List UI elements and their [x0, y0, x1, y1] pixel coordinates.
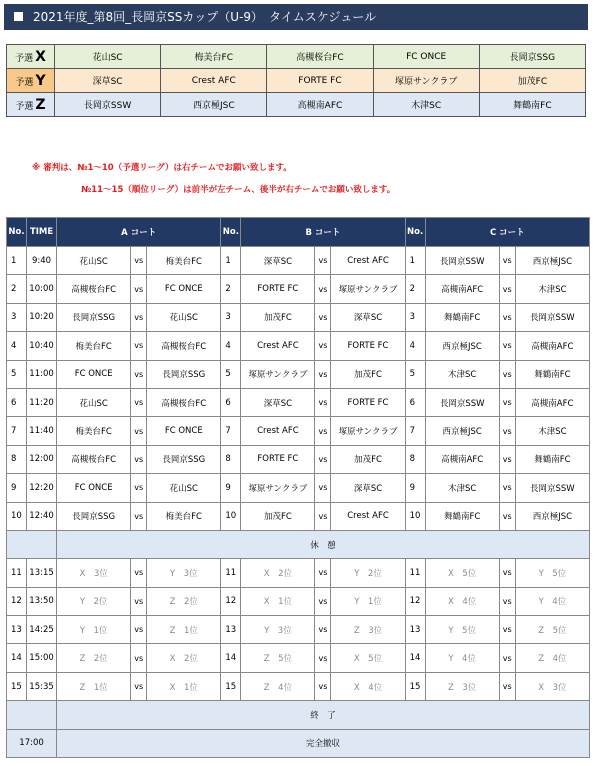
vs-label: vs — [131, 672, 147, 700]
match-row — [7, 587, 590, 615]
vs-label: vs — [315, 474, 331, 502]
team-left-a: 梅美台FC — [57, 332, 131, 360]
match-row — [7, 303, 590, 331]
team-right-a: 梅美台FC — [147, 247, 221, 275]
schedule-table — [6, 217, 590, 758]
vs-label: vs — [131, 502, 147, 530]
group-prefix: 予選 — [15, 53, 34, 64]
header-no-c: No. — [405, 218, 425, 247]
team-left-b: FORTE FC — [241, 275, 315, 303]
match-time: 11:20 — [27, 388, 57, 416]
final-row — [7, 729, 590, 757]
vs-label: vs — [499, 672, 515, 700]
team-left-b: 塚原サンクラブ — [241, 360, 315, 388]
vs-label: vs — [315, 303, 331, 331]
match-number: 9 — [405, 474, 425, 502]
vs-label: vs — [131, 275, 147, 303]
team-right-a: 梅美台FC — [147, 502, 221, 530]
match-number: 14 — [7, 644, 27, 672]
team-right-b: Z 3位 — [331, 616, 405, 644]
team-right-c: Y 5位 — [515, 559, 589, 587]
vs-label: vs — [315, 587, 331, 615]
team-right-c: Z 4位 — [515, 644, 589, 672]
match-number: 9 — [221, 474, 241, 502]
group-team-cell: 加茂FC — [479, 69, 585, 93]
team-left-a: FC ONCE — [57, 360, 131, 388]
team-right-b: 加茂FC — [331, 360, 405, 388]
team-left-a: Z 2位 — [57, 644, 131, 672]
match-number: 6 — [221, 388, 241, 416]
match-number: 12 — [7, 587, 27, 615]
match-time: 13:15 — [27, 559, 57, 587]
final-row-label: 完全撤収 — [57, 729, 590, 757]
team-left-b: 加茂FC — [241, 303, 315, 331]
match-number: 2 — [7, 275, 27, 303]
header-court-b: B コート — [241, 218, 405, 247]
match-number: 4 — [7, 332, 27, 360]
vs-label: vs — [131, 332, 147, 360]
team-right-a: 高槻桜台FC — [147, 388, 221, 416]
team-right-b: 塚原サンクラブ — [331, 417, 405, 445]
team-left-c: 西京極JSC — [425, 417, 499, 445]
team-left-c: 高槻南AFC — [425, 445, 499, 473]
break-row-left — [7, 530, 57, 558]
group-prefix: 予選 — [15, 101, 34, 112]
vs-label: vs — [315, 247, 331, 275]
team-right-b: FORTE FC — [331, 388, 405, 416]
group-team-cell: Crest AFC — [161, 69, 267, 93]
group-label — [7, 93, 55, 117]
vs-label: vs — [499, 247, 515, 275]
match-time: 13:50 — [27, 587, 57, 615]
match-number: 15 — [221, 672, 241, 700]
square-bullet-icon — [14, 12, 23, 21]
match-number: 5 — [221, 360, 241, 388]
vs-label: vs — [499, 644, 515, 672]
match-time: 14:25 — [27, 616, 57, 644]
match-row — [7, 332, 590, 360]
match-row — [7, 644, 590, 672]
match-number: 5 — [405, 360, 425, 388]
match-number: 3 — [405, 303, 425, 331]
schedule-title-bar — [4, 4, 588, 30]
match-number: 7 — [221, 417, 241, 445]
vs-label: vs — [499, 388, 515, 416]
team-right-b: Crest AFC — [331, 247, 405, 275]
group-team-cell: FORTE FC — [267, 69, 373, 93]
match-number: 10 — [7, 502, 27, 530]
team-left-b: Y 3位 — [241, 616, 315, 644]
match-number: 1 — [7, 247, 27, 275]
team-right-a: Z 1位 — [147, 616, 221, 644]
break-row-label: 休 憩 — [57, 530, 590, 558]
group-row — [7, 93, 586, 117]
group-team-cell: 長岡京SSG — [479, 45, 585, 69]
group-team-cell: 長岡京SSW — [55, 93, 161, 117]
match-row — [7, 474, 590, 502]
match-row — [7, 360, 590, 388]
group-team-cell: 西京極JSC — [161, 93, 267, 117]
team-left-a: Z 1位 — [57, 672, 131, 700]
vs-label: vs — [315, 559, 331, 587]
team-right-b: 深草SC — [331, 303, 405, 331]
team-left-c: 木津SC — [425, 360, 499, 388]
team-left-a: 高槻桜台FC — [57, 275, 131, 303]
team-right-c: 西京極JSC — [515, 502, 589, 530]
vs-label: vs — [499, 303, 515, 331]
team-right-c: 舞鶴南FC — [515, 360, 589, 388]
team-right-c: 西京極JSC — [515, 247, 589, 275]
vs-label: vs — [315, 360, 331, 388]
match-number: 13 — [7, 616, 27, 644]
team-right-a: 高槻桜台FC — [147, 332, 221, 360]
team-left-c: 長岡京SSW — [425, 247, 499, 275]
vs-label: vs — [131, 388, 147, 416]
team-left-c: 高槻南AFC — [425, 275, 499, 303]
group-row — [7, 69, 586, 93]
match-number: 6 — [7, 388, 27, 416]
match-row — [7, 275, 590, 303]
vs-label: vs — [499, 587, 515, 615]
team-right-a: Y 3位 — [147, 559, 221, 587]
match-number: 9 — [7, 474, 27, 502]
team-right-c: 木津SC — [515, 275, 589, 303]
group-table — [6, 44, 586, 117]
vs-label: vs — [131, 445, 147, 473]
match-time: 11:00 — [27, 360, 57, 388]
schedule-header-row — [7, 218, 590, 247]
group-team-cell: FC ONCE — [373, 45, 479, 69]
match-time: 10:20 — [27, 303, 57, 331]
header-court-c: C コート — [425, 218, 589, 247]
group-letter: Z — [35, 96, 46, 113]
header-court-a: A コート — [57, 218, 221, 247]
team-left-b: 塚原サンクラブ — [241, 474, 315, 502]
group-team-cell: 舞鶴南FC — [479, 93, 585, 117]
match-row — [7, 388, 590, 416]
vs-label: vs — [131, 247, 147, 275]
vs-label: vs — [499, 332, 515, 360]
group-letter: Y — [35, 72, 46, 89]
vs-label: vs — [315, 502, 331, 530]
match-number: 14 — [405, 644, 425, 672]
match-number: 13 — [221, 616, 241, 644]
team-right-b: 加茂FC — [331, 445, 405, 473]
match-row — [7, 616, 590, 644]
vs-label: vs — [131, 587, 147, 615]
match-number: 4 — [405, 332, 425, 360]
team-right-b: X 5位 — [331, 644, 405, 672]
vs-label: vs — [499, 559, 515, 587]
match-number: 4 — [221, 332, 241, 360]
team-right-b: Y 2位 — [331, 559, 405, 587]
vs-label: vs — [315, 644, 331, 672]
team-left-a: Y 2位 — [57, 587, 131, 615]
group-team-cell: 高槻南AFC — [267, 93, 373, 117]
team-left-c: X 4位 — [425, 587, 499, 615]
team-right-c: 高槻南AFC — [515, 388, 589, 416]
vs-label: vs — [131, 360, 147, 388]
group-team-cell: 深草SC — [55, 69, 161, 93]
team-right-b: Crest AFC — [331, 502, 405, 530]
match-number: 2 — [221, 275, 241, 303]
team-left-c: Y 4位 — [425, 644, 499, 672]
team-left-b: Z 4位 — [241, 672, 315, 700]
match-row — [7, 672, 590, 700]
team-left-a: FC ONCE — [57, 474, 131, 502]
team-right-b: 深草SC — [331, 474, 405, 502]
match-number: 7 — [405, 417, 425, 445]
team-right-b: 塚原サンクラブ — [331, 275, 405, 303]
end-row — [7, 701, 590, 729]
team-left-a: 長岡京SSG — [57, 502, 131, 530]
match-number: 8 — [7, 445, 27, 473]
match-number: 12 — [221, 587, 241, 615]
match-number: 10 — [405, 502, 425, 530]
team-right-a: 花山SC — [147, 303, 221, 331]
match-number: 2 — [405, 275, 425, 303]
team-left-b: Crest AFC — [241, 332, 315, 360]
team-right-b: Y 1位 — [331, 587, 405, 615]
vs-label: vs — [499, 360, 515, 388]
header-time: TIME — [27, 218, 57, 247]
match-number: 11 — [221, 559, 241, 587]
vs-label: vs — [131, 616, 147, 644]
vs-label: vs — [499, 616, 515, 644]
vs-label: vs — [315, 388, 331, 416]
match-number: 10 — [221, 502, 241, 530]
team-left-a: X 3位 — [57, 559, 131, 587]
team-right-a: 長岡京SSG — [147, 445, 221, 473]
team-left-a: 花山SC — [57, 388, 131, 416]
team-left-c: 舞鶴南FC — [425, 303, 499, 331]
header-no: No. — [7, 218, 27, 247]
page-title: 2021年度_第8回_長岡京SSカップ（U-9） タイムスケジュール — [33, 10, 377, 24]
vs-label: vs — [499, 474, 515, 502]
vs-label: vs — [499, 417, 515, 445]
group-row — [7, 45, 586, 69]
match-number: 11 — [7, 559, 27, 587]
match-number: 5 — [7, 360, 27, 388]
vs-label: vs — [315, 332, 331, 360]
group-label — [7, 45, 55, 69]
end-row-left — [7, 701, 57, 729]
match-number: 8 — [405, 445, 425, 473]
vs-label: vs — [499, 445, 515, 473]
match-time: 10:40 — [27, 332, 57, 360]
header-no-b: No. — [221, 218, 241, 247]
team-right-c: X 3位 — [515, 672, 589, 700]
team-right-c: 木津SC — [515, 417, 589, 445]
end-row-label: 終 了 — [57, 701, 590, 729]
vs-label: vs — [131, 559, 147, 587]
referee-note-1: ※ 審判は、№1～10（予選リーグ）は右チームでお願い致します。 — [32, 163, 292, 173]
match-time: 11:40 — [27, 417, 57, 445]
team-left-b: X 1位 — [241, 587, 315, 615]
team-right-c: Y 4位 — [515, 587, 589, 615]
match-number: 3 — [7, 303, 27, 331]
team-right-b: FORTE FC — [331, 332, 405, 360]
team-right-a: Z 2位 — [147, 587, 221, 615]
team-left-c: X 5位 — [425, 559, 499, 587]
vs-label: vs — [315, 275, 331, 303]
vs-label: vs — [315, 672, 331, 700]
team-left-c: 舞鶴南FC — [425, 502, 499, 530]
team-left-b: Crest AFC — [241, 417, 315, 445]
vs-label: vs — [499, 502, 515, 530]
team-left-b: Z 5位 — [241, 644, 315, 672]
team-left-c: 長岡京SSW — [425, 388, 499, 416]
match-time: 10:00 — [27, 275, 57, 303]
group-team-cell: 塚原サンクラブ — [373, 69, 479, 93]
team-right-c: 長岡京SSW — [515, 474, 589, 502]
match-row — [7, 417, 590, 445]
team-left-c: 西京極JSC — [425, 332, 499, 360]
match-row — [7, 247, 590, 275]
match-number: 11 — [405, 559, 425, 587]
team-left-a: 長岡京SSG — [57, 303, 131, 331]
match-time: 15:00 — [27, 644, 57, 672]
team-right-a: FC ONCE — [147, 275, 221, 303]
final-row-left: 17:00 — [7, 729, 57, 757]
match-number: 13 — [405, 616, 425, 644]
match-number: 1 — [221, 247, 241, 275]
team-left-b: X 2位 — [241, 559, 315, 587]
match-number: 1 — [405, 247, 425, 275]
match-number: 6 — [405, 388, 425, 416]
vs-label: vs — [131, 474, 147, 502]
vs-label: vs — [131, 417, 147, 445]
match-number: 14 — [221, 644, 241, 672]
match-number: 12 — [405, 587, 425, 615]
vs-label: vs — [131, 303, 147, 331]
vs-label: vs — [499, 275, 515, 303]
match-number: 7 — [7, 417, 27, 445]
match-time: 12:20 — [27, 474, 57, 502]
team-right-a: FC ONCE — [147, 417, 221, 445]
team-left-b: 深草SC — [241, 247, 315, 275]
team-right-c: 高槻南AFC — [515, 332, 589, 360]
vs-label: vs — [131, 644, 147, 672]
match-time: 12:00 — [27, 445, 57, 473]
match-number: 15 — [7, 672, 27, 700]
match-time: 15:35 — [27, 672, 57, 700]
match-row — [7, 559, 590, 587]
team-right-a: X 1位 — [147, 672, 221, 700]
vs-label: vs — [315, 445, 331, 473]
match-time: 12:40 — [27, 502, 57, 530]
group-team-cell: 高槻桜台FC — [267, 45, 373, 69]
team-left-c: Z 3位 — [425, 672, 499, 700]
group-team-cell: 梅美台FC — [161, 45, 267, 69]
team-right-c: 舞鶴南FC — [515, 445, 589, 473]
team-right-c: Z 5位 — [515, 616, 589, 644]
team-left-a: Y 1位 — [57, 616, 131, 644]
team-right-a: 長岡京SSG — [147, 360, 221, 388]
vs-label: vs — [315, 417, 331, 445]
match-number: 8 — [221, 445, 241, 473]
group-prefix: 予選 — [15, 77, 34, 88]
team-left-b: 深草SC — [241, 388, 315, 416]
match-row — [7, 502, 590, 530]
match-row — [7, 445, 590, 473]
team-left-a: 高槻桜台FC — [57, 445, 131, 473]
team-left-a: 梅美台FC — [57, 417, 131, 445]
team-right-a: 花山SC — [147, 474, 221, 502]
vs-label: vs — [315, 616, 331, 644]
team-left-c: 木津SC — [425, 474, 499, 502]
match-number: 15 — [405, 672, 425, 700]
team-right-c: 長岡京SSW — [515, 303, 589, 331]
group-team-cell: 木津SC — [373, 93, 479, 117]
referee-note-2: №11～15（順位リーグ）は前半が左チーム、後半が右チームでお願い致します。 — [81, 185, 396, 195]
group-label — [7, 69, 55, 93]
team-right-a: X 2位 — [147, 644, 221, 672]
team-right-b: X 4位 — [331, 672, 405, 700]
team-left-b: 加茂FC — [241, 502, 315, 530]
match-number: 3 — [221, 303, 241, 331]
team-left-c: Y 5位 — [425, 616, 499, 644]
group-team-cell: 花山SC — [55, 45, 161, 69]
group-letter: X — [35, 48, 46, 65]
team-left-b: FORTE FC — [241, 445, 315, 473]
break-row — [7, 530, 590, 558]
team-left-a: 花山SC — [57, 247, 131, 275]
match-time: 9:40 — [27, 247, 57, 275]
